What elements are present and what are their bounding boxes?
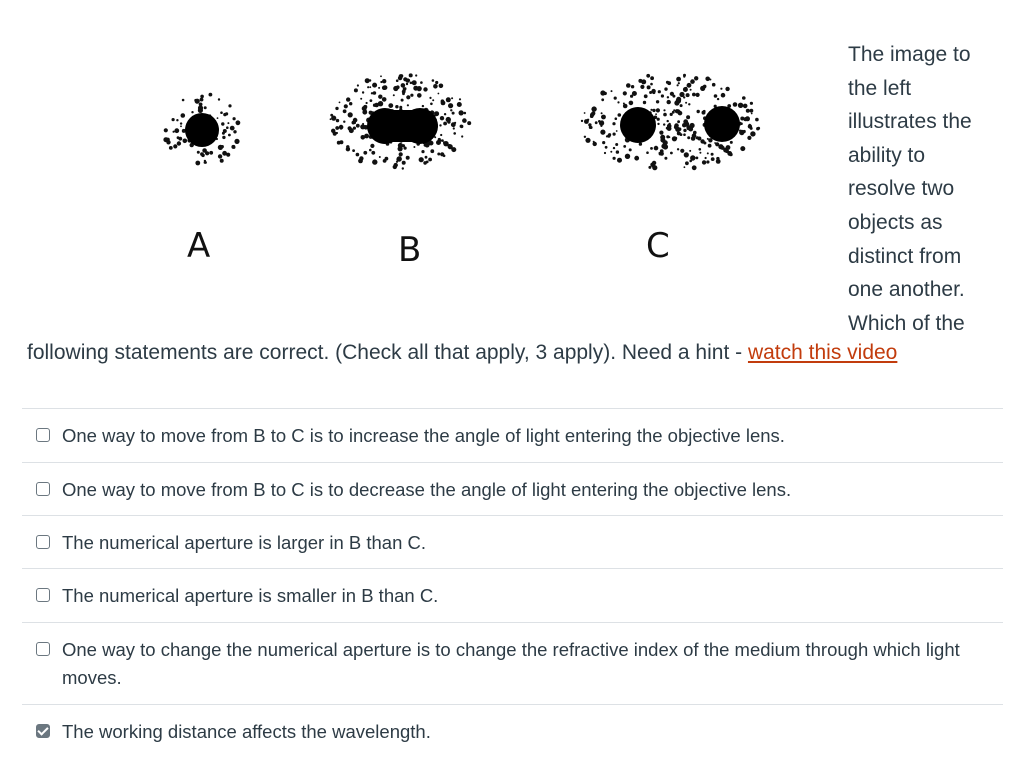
question-text-line: illustrates the [848, 110, 972, 134]
answer-checkbox[interactable] [36, 482, 50, 496]
answer-label: The working distance affects the wavelength. [62, 721, 431, 742]
airy-disc-c-left [620, 107, 656, 143]
answer-checkbox[interactable] [36, 535, 50, 549]
answer-label: One way to change the numerical aperture is to change the refractive index of the medium through which light moves. [62, 639, 960, 688]
answer-option-3[interactable] [22, 515, 1003, 568]
answer-option-6[interactable] [22, 704, 1003, 754]
answer-option-2[interactable] [22, 462, 1003, 515]
answer-label: One way to move from B to C is to increase the angle of light entering the objective lens. [62, 425, 785, 446]
airy-disc-a [185, 113, 219, 147]
airy-disc-b-overlap [385, 110, 420, 142]
answer-option-4[interactable] [22, 568, 1003, 622]
question-text-line: The image to [848, 43, 971, 66]
diffraction-pattern-illustration [140, 60, 820, 290]
figure-label-c: C [646, 226, 670, 266]
answer-checkbox-checked[interactable] [36, 724, 50, 738]
answer-list [22, 408, 1003, 754]
hint-video-link[interactable]: watch this video [747, 341, 898, 364]
question-prompt [27, 341, 897, 365]
question-text-line: the left [848, 76, 912, 100]
question-prompt-text: following statements are correct. (Check all that apply, 3 apply). Need a hint - [27, 341, 748, 364]
answer-label: One way to move from B to C is to decrease the angle of light entering the objective lens. [62, 479, 792, 500]
question-text-line: ability to [848, 143, 926, 167]
question-text-line: one another. [848, 278, 965, 302]
answer-label: The numerical aperture is smaller in B than C. [62, 585, 439, 606]
answer-checkbox[interactable] [36, 642, 50, 656]
figure-label-a: A [187, 226, 211, 266]
answer-option-5[interactable] [22, 622, 1003, 704]
airy-disc-c-right [704, 106, 740, 142]
question-text-line: distinct from [848, 244, 962, 268]
figure-label-b: B [398, 230, 422, 270]
question-text-line: objects as [848, 210, 943, 234]
question-text-line: Which of the [848, 311, 965, 335]
answer-label: The numerical aperture is larger in B than C. [62, 532, 427, 553]
answer-checkbox[interactable] [36, 588, 50, 602]
question-text-line: resolve two [848, 177, 955, 201]
answer-checkbox[interactable] [36, 428, 50, 442]
question-text-wrap [848, 38, 998, 340]
answer-option-1[interactable] [22, 408, 1003, 462]
resolution-figure [140, 60, 820, 290]
